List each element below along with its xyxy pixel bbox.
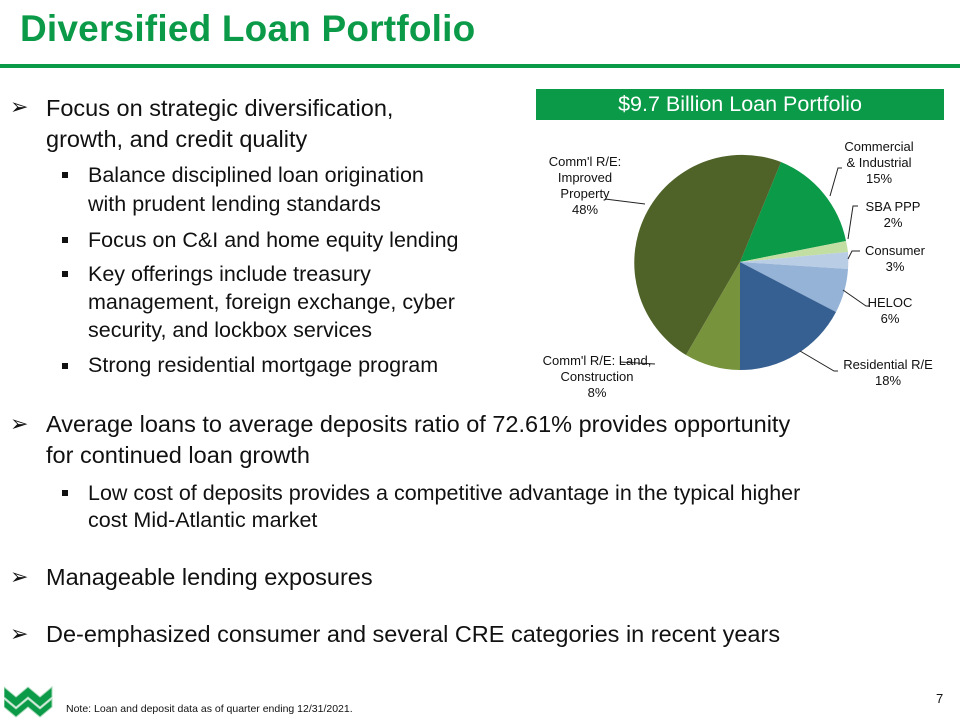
label-line: 18% [874,373,902,388]
arrow-bullet-icon: ➢ [10,621,29,646]
label-cre-improved [548,154,622,218]
label-line: Comm'l R/E: [548,154,622,169]
label-consumer [860,243,930,275]
label-commercial-industrial [838,139,920,187]
sub-bullet-text: Focus on C&I and home equity lending [88,228,459,252]
label-residential [836,357,940,389]
sub-bullet-text: with prudent lending standards [88,192,381,216]
label-line: Commercial [844,139,914,154]
bullet-text: Manageable lending exposures [46,564,373,590]
bullet-text: Average loans to average deposits ratio of 72.61% provides opportunity [46,411,791,437]
label-line: 8% [587,385,607,400]
pie-slices [634,155,848,370]
label-line: 3% [885,259,905,274]
sub-bullet-text: Balance disciplined loan origination [88,163,424,187]
arrow-bullet-icon: ➢ [10,411,29,436]
bullet-text: De-emphasized consumer and several CRE categories in recent years [46,621,781,647]
label-line: Residential R/E [843,357,933,372]
arrow-bullet-icon: ➢ [10,564,29,589]
footnote: Note: Loan and deposit data as of quarter ending 12/31/2021. [66,703,353,715]
label-heloc [862,295,918,327]
label-line: Consumer [865,243,925,258]
label-line: 6% [880,311,900,326]
label-line: & Industrial [846,155,912,170]
sub-bullet-text: Low cost of deposits provides a competitive advantage in the typical higher [88,481,801,505]
bullet-text: Focus on strategic diversification, [46,95,394,121]
label-cre-land [538,353,656,401]
page-number: 7 [936,691,944,706]
slide-title: Diversified Loan Portfolio [20,8,476,49]
label-line: HELOC [867,295,913,310]
bullet-text: for continued loan growth [46,442,310,468]
label-line: Property [560,186,610,201]
label-line: Comm'l R/E: Land, [542,353,652,368]
label-line: 2% [883,215,903,230]
label-line: Construction [560,369,634,384]
label-line: 15% [865,171,893,186]
chart-title: $9.7 Billion Loan Portfolio [536,89,944,120]
sub-bullet-text: Strong residential mortgage program [88,353,439,377]
company-logo-icon [4,683,54,719]
label-line: Improved [557,170,613,185]
sub-bullet-text: Key offerings include treasury [88,262,371,286]
bullet-text: growth, and credit quality [46,126,308,152]
sub-bullet-text: cost Mid-Atlantic market [88,508,318,532]
label-sba-ppp [858,199,928,231]
sub-bullet-text: security, and lockbox services [88,318,372,342]
label-line: SBA PPP [865,199,921,214]
sub-bullet-text: management, foreign exchange, cyber [88,290,455,314]
label-line: 48% [571,202,599,217]
arrow-bullet-icon: ➢ [10,94,29,119]
